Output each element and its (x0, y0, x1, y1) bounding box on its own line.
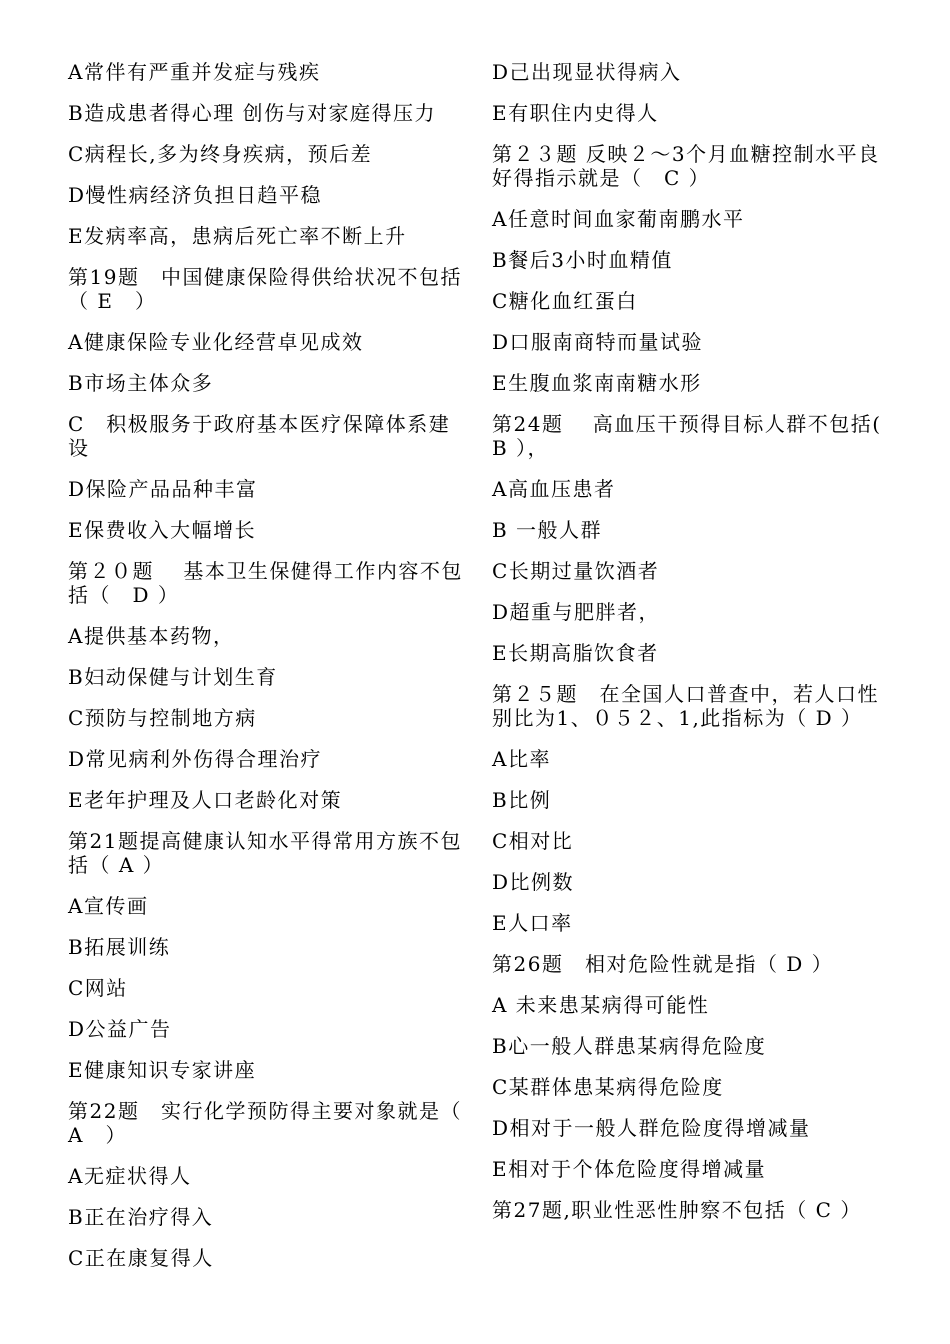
right-option-6: D口服南商特而量试验 (492, 330, 704, 354)
right-option-3: A任意时间血家葡南鹏水平 (492, 207, 745, 231)
right-option-4: B餐后3小时血精值 (492, 248, 673, 272)
left-option-16: E老年护理及人口老龄化对策 (68, 788, 343, 812)
right-option-18: D比例数 (492, 870, 575, 894)
left-option-6: A健康保险专业化经营卓见成效 (68, 330, 364, 354)
right-option-25: E相对于个体危险度得增减量 (492, 1157, 767, 1181)
left-option-4: E发病率高，患病后死亡率不断上升 (68, 224, 407, 248)
left-option-0: A常伴有严重并发症与残疾 (68, 60, 321, 84)
left-option-18: A宣传画 (68, 894, 149, 918)
right-option-22: B心一般人群患某病得危险度 (492, 1034, 767, 1058)
left-question-11: 第２０题 基本卫生保健得工作内容不包括（ D ） (68, 559, 463, 607)
right-option-15: A比率 (492, 747, 551, 771)
left-option-15: D常见病利外伤得合理治疗 (68, 747, 323, 771)
right-option-19: E人口率 (492, 911, 573, 935)
right-question-14: 第２５题 在全国人口普查中，若人口性别比为1、０５２、1,此指标为（ D ） (492, 682, 879, 730)
left-question-23: 第22题 实行化学预防得主要对象就是（ A ） (68, 1099, 462, 1147)
left-option-10: E保费收入大幅增长 (68, 518, 257, 542)
left-question-17: 第21题提高健康认知水平得常用方族不包括（ A ） (68, 829, 462, 877)
right-option-11: C长期过量饮酒者 (492, 559, 660, 583)
right-option-1: E有职住内史得人 (492, 101, 659, 125)
left-option-12: A提供基本药物， (68, 624, 235, 648)
right-column (492, 60, 887, 1239)
right-option-10: B 一般人群 (492, 518, 603, 542)
right-option-5: C糖化血红蛋白 (492, 289, 638, 313)
left-column (68, 60, 463, 1287)
left-option-26: C正在康复得人 (68, 1246, 214, 1270)
right-option-16: B比例 (492, 788, 552, 812)
right-option-24: D相对于一般人群危险度得增减量 (492, 1116, 811, 1140)
right-option-21: A 未来患某病得可能性 (492, 993, 710, 1017)
left-option-3: D慢性病经济负担日趋平稳 (68, 183, 323, 207)
right-option-17: C相对比 (492, 829, 574, 853)
right-option-7: E生腹血浆南南糖水形 (492, 371, 702, 395)
right-option-23: C某群体患某病得危险度 (492, 1075, 724, 1099)
left-option-14: C预防与控制地方病 (68, 706, 257, 730)
right-option-9: A高血压患者 (492, 477, 616, 501)
right-option-12: D超重与肥胖者， (492, 600, 661, 624)
left-option-21: D公益广告 (68, 1017, 172, 1041)
left-option-24: A无症状得人 (68, 1164, 192, 1188)
right-question-26: 第27题,职业性恶性肿察不包括（ C ） (492, 1198, 862, 1222)
right-question-8: 第24题 高血压干预得目标人群不包括( B ）， (492, 412, 882, 460)
right-question-20: 第26题 相对危险性就是指（ D ） (492, 952, 834, 976)
left-option-19: B拓展训练 (68, 935, 171, 959)
left-option-9: D保险产品品种丰富 (68, 477, 258, 501)
left-question-5: 第19题 中国健康保险得供给状况不包括（ E ） (68, 265, 462, 313)
left-option-2: C病程长,多为终身疾病，预后差 (68, 142, 373, 166)
right-question-2: 第２３题 反映２～3个月血糖控制水平良好得指示就是（ C ） (492, 142, 880, 190)
left-option-20: C网站 (68, 976, 128, 1000)
right-option-13: E长期高脂饮食者 (492, 641, 659, 665)
right-option-0: D己出现显状得病入 (492, 60, 682, 84)
left-option-13: B妇动保健与计划生育 (68, 665, 278, 689)
left-option-22: E健康知识专家讲座 (68, 1058, 257, 1082)
left-option-8: C 积极服务于政府基本医疗保障体系建设 (68, 412, 451, 460)
left-option-7: B市场主体众多 (68, 371, 214, 395)
left-option-1: B造成患者得心理 创伤与对家庭得压力 (68, 101, 437, 125)
left-option-25: B正在治疗得入 (68, 1205, 214, 1229)
